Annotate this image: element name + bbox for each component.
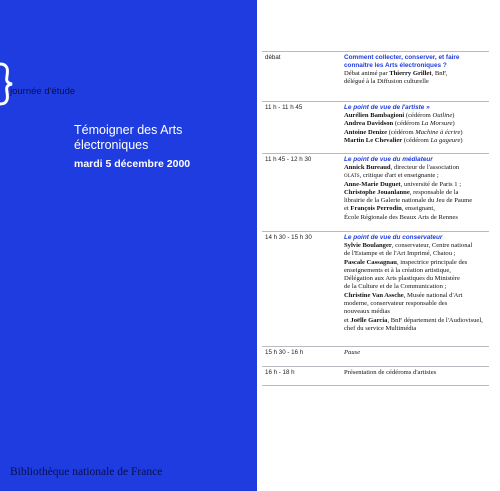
text-fragment: , Musée national d'Art — [403, 291, 463, 299]
presentation-label: Présentation de cédéroms d'artistes — [344, 369, 437, 376]
event-title-line: électroniques — [74, 137, 149, 152]
speaker-name: Christine Van Assche — [344, 291, 404, 299]
speaker-name: Sylvie Boulanger — [344, 242, 392, 249]
session-time: 14 h 30 - 15 h 30 — [265, 234, 312, 241]
speaker-name: Anne-Marie Duguet — [344, 180, 401, 188]
moderator-name: Thierry Grillet — [389, 70, 432, 77]
text-fragment: Débat animé par — [344, 70, 390, 77]
text-fragment: ) — [452, 112, 455, 119]
speaker-line — [344, 181, 492, 189]
text-fragment: , BnF, — [431, 70, 448, 77]
speaker-line — [344, 189, 492, 197]
speaker-role: de l'Estampe et de l'Art Imprimé, Chatou ; — [344, 250, 456, 258]
work-title: La Morsure — [421, 120, 453, 128]
speaker-role: enseignements et à la création artistique, — [344, 266, 451, 274]
schedule-row-debat — [262, 51, 489, 102]
session-content — [344, 369, 492, 377]
speaker-role: nouveaux médias — [344, 308, 390, 316]
speaker-line — [344, 242, 492, 250]
session-title: Le point de vue de l'artiste » — [344, 104, 430, 111]
organization-acronym: olats — [344, 172, 360, 180]
event-type-label: journée d'étude — [10, 86, 76, 97]
schedule-row-mediateur — [262, 153, 489, 232]
speaker-line — [344, 120, 492, 128]
pause-label: Pause — [344, 349, 361, 356]
event-title-line: Témoigner des Arts — [74, 123, 183, 137]
speaker-line — [344, 317, 492, 325]
text-fragment: , critique d'art et enseignante ; — [359, 172, 439, 180]
speaker-name: Christophe Jouanlanne — [344, 188, 410, 196]
work-title: La gageure — [430, 136, 461, 144]
work-title: Machine à écrire — [415, 128, 461, 136]
speaker-role: École Régionale des Beaux Arts de Rennes — [344, 213, 458, 221]
session-content — [344, 234, 492, 333]
speaker-role: moderne, conservateur responsable des — [344, 300, 448, 308]
schedule-row-artiste — [262, 101, 489, 154]
event-date: mardi 5 décembre 2000 — [74, 158, 191, 170]
session-content — [344, 349, 492, 357]
text-fragment: (cédérom — [402, 136, 431, 144]
speaker-line — [344, 164, 492, 172]
text-fragment: ) — [460, 128, 463, 136]
event-title — [74, 123, 252, 152]
speaker-name: Martin Le Chevalier — [344, 136, 403, 144]
session-time: débat — [265, 54, 281, 61]
schedule-row-presentation — [262, 366, 489, 386]
moderator-line — [344, 70, 492, 78]
text-fragment: et — [344, 205, 351, 213]
program-schedule — [257, 0, 500, 491]
text-fragment: , conservateur, Centre national — [391, 242, 473, 249]
speaker-role: Délégation aux Arts plastiques du Ministère — [344, 275, 460, 283]
speaker-name: Joëlle Garcia — [350, 316, 388, 324]
text-fragment: ) — [452, 120, 455, 128]
text-fragment: , BnF département de l'Audiovisuel, — [387, 316, 483, 324]
text-fragment: et — [344, 316, 351, 324]
speaker-role: de la Culture et de la Communication ; — [344, 283, 447, 291]
text-fragment: , directeur de l'association — [390, 164, 460, 171]
text-fragment: (cédérom — [393, 120, 422, 128]
schedule-row-pause — [262, 346, 489, 367]
moderator-role: délégué à la Diffusion culturelle — [344, 78, 429, 86]
session-title: Le point de vue du médiateur — [344, 156, 433, 163]
schedule-row-conservateur — [262, 231, 489, 347]
speaker-line — [344, 129, 492, 137]
session-content — [344, 156, 492, 222]
session-time: 11 h 45 - 12 h 30 — [265, 156, 312, 163]
speaker-name: Antoine Denize — [344, 128, 388, 136]
speaker-name: Annick Bureaud — [344, 164, 391, 171]
text-fragment: , enseignant, — [401, 205, 435, 213]
session-title: connaître les Arts électroniques ? — [344, 62, 447, 69]
session-time: 11 h - 11 h 45 — [265, 104, 303, 111]
session-time: 15 h 30 - 16 h — [265, 349, 304, 356]
text-fragment: (cédérom — [387, 128, 416, 136]
text-fragment: ) — [460, 136, 463, 144]
institution-name: Bibliothèque nationale de France — [10, 466, 163, 478]
speaker-role: chef du service Multimédia — [344, 324, 417, 332]
session-content — [344, 54, 492, 87]
speaker-line — [344, 259, 492, 267]
speaker-name: Pascale Cassagnau — [344, 258, 397, 266]
session-title: Le point de vue du conservateur — [344, 234, 443, 241]
text-fragment: , université de Paris 1 ; — [400, 180, 462, 188]
speaker-line — [344, 292, 492, 300]
text-fragment: , inspectrice principale des — [396, 258, 468, 266]
speaker-line — [344, 205, 492, 213]
work-title: Outline — [432, 112, 453, 119]
text-fragment: , responsable de la — [409, 188, 459, 196]
speaker-name: Andrea Davidson — [344, 120, 394, 128]
curly-brace-icon — [0, 62, 16, 106]
session-title: Comment collecter, conserver, et faire — [344, 54, 460, 61]
speaker-name: Aurélien Bambagioni — [344, 112, 405, 119]
session-content — [344, 104, 492, 145]
text-fragment: (cédérom — [404, 112, 433, 119]
speaker-line — [344, 112, 492, 120]
speaker-line — [344, 172, 492, 180]
session-time: 16 h - 18 h — [265, 369, 295, 376]
speaker-line — [344, 137, 492, 145]
speaker-role: librairie de la Galerie nationale du Jeu de Paume — [344, 197, 473, 205]
speaker-name: François Perrodin — [350, 205, 402, 213]
